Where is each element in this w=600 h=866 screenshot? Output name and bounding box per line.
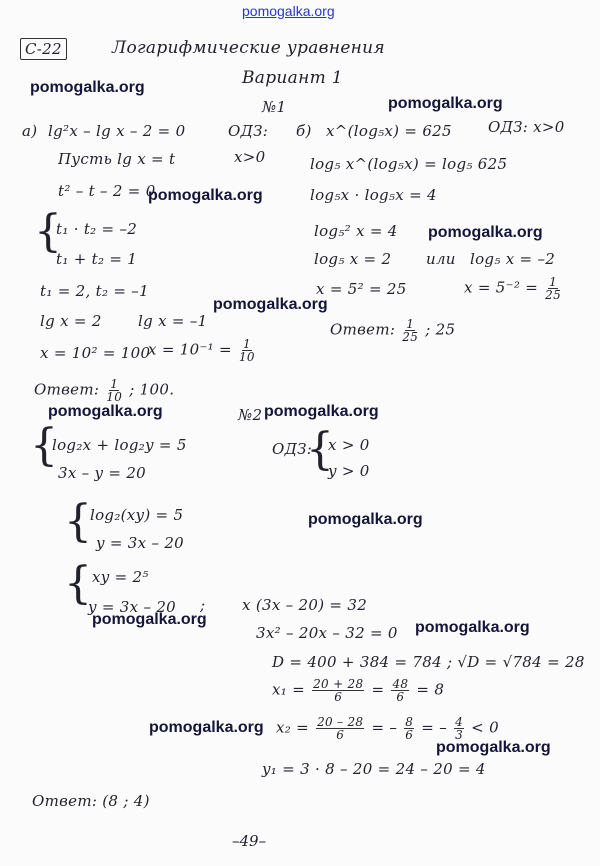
numerator: 1 (242, 337, 251, 351)
system-brace: { (64, 496, 92, 547)
part-a-roots: t₁ = 2, t₂ = –1 (40, 282, 149, 300)
part-b-step4a: log₅ x = 2 (314, 250, 392, 268)
task2-odz-label: ОДЗ: (272, 440, 313, 458)
task2-discriminant: D = 400 + 384 = 784 ; √D = √784 = 28 (272, 653, 585, 671)
denominator: 10 (106, 390, 123, 404)
part-b-x1: x = 5² = 25 (316, 280, 407, 298)
numerator: 4 (455, 715, 464, 729)
part-a-x2 (148, 338, 257, 363)
denominator: 6 (405, 728, 414, 742)
part-a-vieta-sum: t₁ + t₂ = 1 (56, 250, 138, 268)
part-b-x2 (464, 276, 563, 301)
task2-x1 (272, 678, 444, 703)
part-a-answer (34, 378, 174, 403)
denominator: 10 (239, 350, 255, 364)
numerator: 8 (405, 715, 414, 729)
system-brace: { (34, 206, 62, 257)
task1-label: №1 (262, 98, 287, 116)
x2-prefix: x₂ = (276, 718, 310, 737)
part-a-label: а) (22, 122, 38, 140)
fraction (106, 378, 122, 403)
task2-sys-c2: y = 3x – 20 (88, 598, 177, 616)
part-b-step2: log₅x · log₅x = 4 (310, 186, 437, 204)
task2-eq1: x (3x – 20) = 32 (242, 596, 368, 614)
watermark: pomogalka.org (415, 619, 530, 636)
denominator: 6 (334, 690, 343, 704)
answer-rest: ; 25 (425, 320, 456, 339)
denominator: 25 (402, 330, 419, 344)
task2-x2 (276, 716, 499, 741)
numerator: 1 (110, 377, 119, 391)
part-a-substitution: Пусть lg x = t (58, 150, 176, 168)
part-b-equation: x^(log₅x) = 625 (326, 122, 452, 140)
part-a-equation: lg²x – lg x – 2 = 0 (48, 122, 186, 140)
variant-title: Вариант 1 (242, 68, 343, 88)
task2-semicolon: ; (200, 596, 206, 614)
watermark: pomogalka.org (48, 403, 163, 420)
part-a-odz: ОДЗ: (228, 122, 269, 140)
part-b-label: б) (296, 122, 312, 140)
part-b-x2-prefix: x = 5⁻² = (464, 278, 539, 297)
numerator: 48 (392, 677, 409, 691)
part-b-answer (330, 318, 455, 343)
denominator: 6 (396, 690, 405, 704)
task2-label: №2 (238, 406, 263, 424)
part-a-x1: x = 10² = 100 (40, 344, 151, 362)
task2-sys-b1: log₂(xy) = 5 (90, 506, 184, 524)
denominator: 3 (455, 728, 464, 742)
system-brace: { (306, 424, 334, 475)
task2-sys-a1: log₂x + log₂y = 5 (52, 436, 187, 454)
fraction (312, 678, 364, 703)
task2-eq2: 3x² – 20x – 32 = 0 (256, 624, 398, 642)
answer-label: Ответ: (330, 320, 396, 339)
part-b-or: или (426, 250, 456, 268)
task2-odz1: x > 0 (328, 436, 370, 454)
part-b-step1: log₅ x^(log₅x) = log₅ 625 (310, 155, 508, 173)
watermark: pomogalka.org (436, 739, 551, 756)
denominator: 6 (336, 728, 345, 742)
fraction (402, 318, 418, 343)
watermark: pomogalka.org (148, 187, 263, 204)
task2-sys-b2: y = 3x – 20 (96, 534, 185, 552)
watermark: pomogalka.org (264, 403, 379, 420)
fraction (316, 716, 364, 741)
numerator: 20 + 28 (313, 677, 364, 691)
watermark: pomogalka.org (30, 79, 145, 96)
watermark: pomogalka.org (428, 224, 543, 241)
watermark: pomogalka.org (92, 611, 207, 628)
part-b-step3: log₅² x = 4 (314, 222, 398, 240)
task2-odz2: y > 0 (328, 462, 370, 480)
result: < 0 (471, 718, 499, 737)
part-a-x2-prefix: x = 10⁻¹ = (148, 340, 232, 359)
part-a-vieta-product: t₁ · t₂ = –2 (56, 220, 138, 238)
result: = 8 (416, 680, 445, 699)
task2-answer: Ответ: (8 ; 4) (32, 792, 150, 810)
section-label: С-22 (20, 38, 67, 60)
answer-label: Ответ: (34, 380, 100, 399)
watermark: pomogalka.org (388, 95, 503, 112)
numerator: 20 – 28 (317, 715, 364, 729)
fraction (391, 678, 409, 703)
page-number: –49– (232, 832, 267, 850)
part-b-odz: ОДЗ: x>0 (488, 118, 565, 136)
system-brace: { (30, 420, 58, 471)
fraction (545, 276, 561, 301)
part-a-odz-condition: x>0 (234, 148, 266, 166)
fraction (239, 338, 255, 363)
top-watermark-link[interactable]: pomogalka.org (242, 3, 335, 19)
task2-sys-a2: 3x – y = 20 (58, 464, 147, 482)
part-b-step4b: log₅ x = –2 (470, 250, 556, 268)
watermark: pomogalka.org (213, 296, 328, 313)
part-a-lg-eq1: lg x = 2 (40, 312, 102, 330)
system-brace: { (64, 558, 92, 609)
fraction (404, 716, 414, 741)
numerator: 1 (406, 317, 415, 331)
equals: = (371, 680, 385, 699)
watermark: pomogalka.org (149, 719, 264, 736)
task2-y1: y₁ = 3 · 8 – 20 = 24 – 20 = 4 (262, 760, 486, 778)
answer-rest: ; 100. (129, 380, 175, 399)
part-a-quadratic: t² – t – 2 = 0 (58, 182, 156, 200)
numerator: 1 (549, 275, 558, 289)
page-title: Логарифмические уравнения (112, 38, 385, 58)
fraction (454, 716, 464, 741)
part-a-lg-eq2: lg x = –1 (138, 312, 208, 330)
watermark: pomogalka.org (308, 511, 423, 528)
equals: = – (371, 718, 398, 737)
task2-sys-c1: xy = 2⁵ (92, 568, 149, 586)
equals: = – (421, 718, 448, 737)
x1-prefix: x₁ = (272, 680, 306, 699)
denominator: 25 (545, 288, 562, 302)
